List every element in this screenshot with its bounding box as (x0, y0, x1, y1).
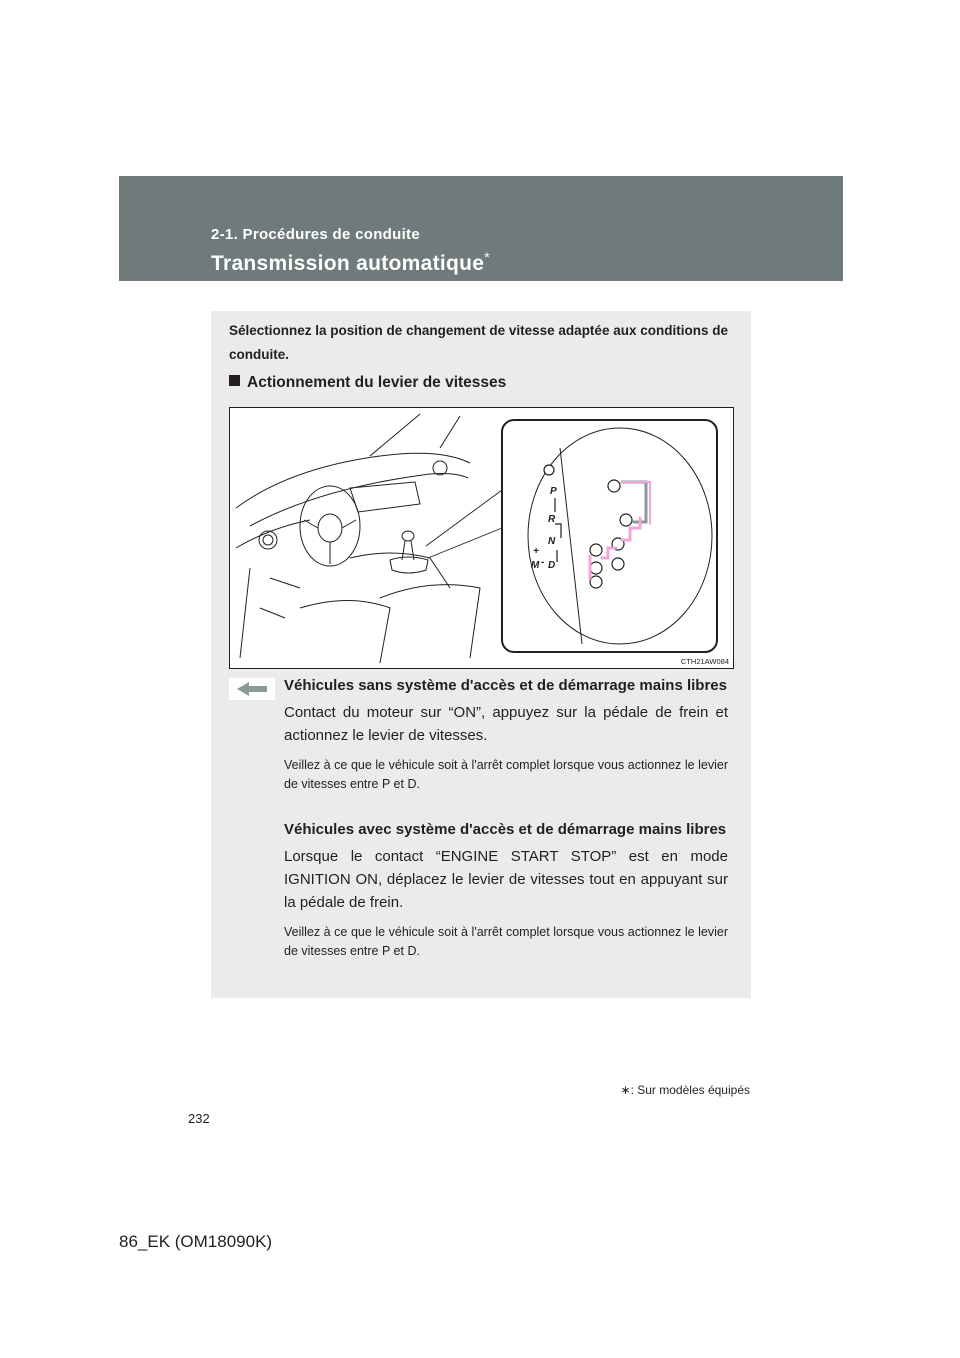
page-title-text: Transmission automatique (211, 252, 485, 275)
section-label: 2-1. Procédures de conduite (211, 226, 420, 243)
block-body: Lorsque le contact “ENGINE START STOP” est en mode IGNITION ON, déplacez le levier de vitesses tout en appuyant sur la pédale de frein. (284, 848, 728, 911)
block-heading: Véhicules sans système d'accès et de démarrage mains libres (284, 677, 727, 694)
figure-code: CTH21AW084 (680, 657, 729, 666)
gate-label-d: D (548, 560, 556, 571)
cabin-and-shift-gate-drawing (230, 408, 733, 668)
block-body: Contact du moteur sur “ON”, appuyez sur la pédale de frein et actionnez le levier de vitesses. (284, 704, 728, 744)
gate-label-m: M (531, 560, 540, 571)
block-heading: Véhicules avec système d'accès et de démarrage mains libres (284, 821, 727, 838)
subheading (229, 374, 506, 392)
page-number: 232 (188, 1111, 210, 1126)
optional-equipment-mark: * (484, 249, 491, 265)
square-bullet-icon (229, 375, 240, 386)
block-note: Veillez à ce que le véhicule soit à l'arrêt complet lorsque vous actionnez le levier de vitesses entre P et D. (284, 925, 728, 958)
subheading-text: Actionnement du levier de vitesses (247, 374, 507, 391)
block-with-smart-key (284, 819, 728, 961)
gate-label-plus: + (533, 546, 539, 557)
block-note: Veillez à ce que le véhicule soit à l'arrêt complet lorsque vous actionnez le levier de vitesses entre P et D. (284, 758, 728, 791)
page-title (211, 249, 490, 276)
left-arrow-icon (229, 678, 275, 700)
intro-text: Sélectionnez la position de changement de vitesse adaptée aux conditions de conduite. (229, 323, 728, 362)
footnote: ∗: Sur modèles équipés (620, 1083, 750, 1097)
gate-label-r: R (548, 514, 556, 525)
document-code: 86_EK (OM18090K) (119, 1232, 273, 1251)
chapter-header (119, 176, 843, 281)
gate-label-minus: - (541, 557, 545, 568)
gate-label-p: P (550, 486, 557, 497)
content-panel (211, 311, 751, 998)
gate-label-n: N (548, 536, 556, 547)
block-without-smart-key (284, 675, 728, 794)
shift-lever-illustration (229, 407, 734, 669)
